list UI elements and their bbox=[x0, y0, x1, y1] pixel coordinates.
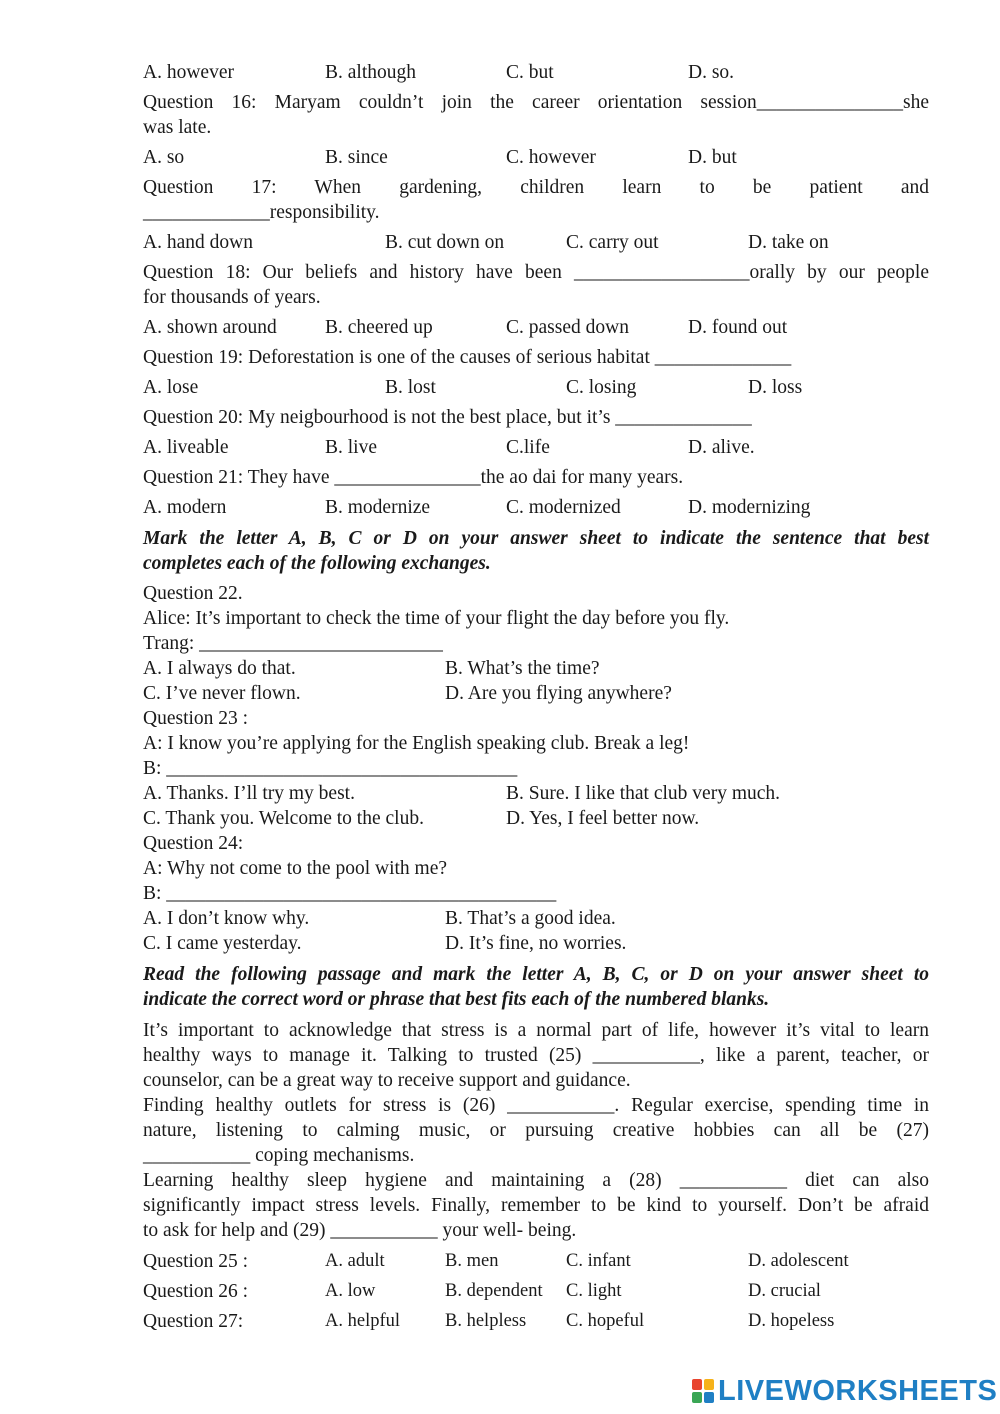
q17-option-c[interactable]: C. carry out bbox=[566, 232, 659, 253]
q20-option-a[interactable]: A. liveable bbox=[143, 437, 229, 458]
q18-option-a[interactable]: A. shown around bbox=[143, 317, 277, 338]
q27-option-d[interactable]: D. hopeless bbox=[748, 1311, 835, 1331]
passage-line: counselor, can be a great way to receive support and guidance. bbox=[143, 1070, 631, 1091]
instruction-passage: Read the following passage and mark the letter A, B, C, or D on your answer sheet to bbox=[143, 964, 929, 985]
q20-question: Question 20: My neigbourhood is not the best place, but it’s ______________ bbox=[143, 407, 752, 428]
q24-option-a[interactable]: A. I don’t know why. bbox=[143, 908, 310, 929]
q25-option-b[interactable]: B. men bbox=[445, 1251, 499, 1271]
q18-option-c[interactable]: C. passed down bbox=[506, 317, 629, 338]
q15-option-b[interactable]: B. although bbox=[325, 62, 416, 83]
q24-label: Question 24: bbox=[143, 833, 244, 854]
q22-option-d[interactable]: D. Are you flying anywhere? bbox=[445, 683, 672, 704]
q22-option-a[interactable]: A. I always do that. bbox=[143, 658, 296, 679]
instruction-exchanges-cont: completes each of the following exchanges. bbox=[143, 553, 491, 574]
q18-option-d[interactable]: D. found out bbox=[688, 317, 788, 338]
q26-option-a[interactable]: A. low bbox=[325, 1281, 376, 1301]
q16-option-a[interactable]: A. so bbox=[143, 147, 185, 168]
q21-option-d[interactable]: D. modernizing bbox=[688, 497, 811, 518]
liveworksheets-logo-text: LIVEWORKSHEETS bbox=[718, 1374, 998, 1407]
passage-line: It’s important to acknowledge that stress is a normal part of life, however it’s vital to learn bbox=[143, 1020, 929, 1041]
q21-question: Question 21: They have _______________the ao dai for many years. bbox=[143, 467, 684, 488]
q16-question: Question 16: Maryam couldn’t join the career orientation session_______________she bbox=[143, 92, 929, 113]
q25-option-d[interactable]: D. adolescent bbox=[748, 1251, 849, 1271]
q19-option-c[interactable]: C. losing bbox=[566, 377, 637, 398]
q20-option-d[interactable]: D. alive. bbox=[688, 437, 755, 458]
passage-line: healthy ways to manage it. Talking to trusted (25) ___________, like a parent, teacher, or bbox=[143, 1045, 929, 1066]
passage-line: to ask for help and (29) ___________ your well- being. bbox=[143, 1220, 577, 1241]
q16-question-cont: was late. bbox=[143, 117, 212, 138]
q22-option-b[interactable]: B. What’s the time? bbox=[445, 658, 600, 679]
q17-option-a[interactable]: A. hand down bbox=[143, 232, 253, 253]
q24-option-c[interactable]: C. I came yesterday. bbox=[143, 933, 302, 954]
q27-option-a[interactable]: A. helpful bbox=[325, 1311, 401, 1331]
q20-option-b[interactable]: B. live bbox=[325, 437, 377, 458]
q19-option-a[interactable]: A. lose bbox=[143, 377, 199, 398]
q23-label: Question 23 : bbox=[143, 708, 249, 729]
q26-label: Question 26 : bbox=[143, 1281, 249, 1302]
q21-option-b[interactable]: B. modernize bbox=[325, 497, 431, 518]
q19-option-b[interactable]: B. lost bbox=[385, 377, 436, 398]
q26-option-c[interactable]: C. light bbox=[566, 1281, 622, 1301]
q27-label: Question 27: bbox=[143, 1311, 244, 1332]
q23-reply-blank: B: ____________________________________ bbox=[143, 758, 518, 779]
q19-option-d[interactable]: D. loss bbox=[748, 377, 803, 398]
passage-line: nature, listening to calming music, or pursuing creative hobbies can all be (27) bbox=[143, 1120, 929, 1141]
q25-label: Question 25 : bbox=[143, 1251, 249, 1272]
q24-option-d[interactable]: D. It’s fine, no worries. bbox=[445, 933, 627, 954]
q15-option-d[interactable]: D. so. bbox=[688, 62, 735, 83]
q22-label: Question 22. bbox=[143, 583, 243, 604]
q23-option-d[interactable]: D. Yes, I feel better now. bbox=[506, 808, 700, 829]
q25-option-c[interactable]: C. infant bbox=[566, 1251, 631, 1271]
q17-question-cont: _____________responsibility. bbox=[143, 202, 380, 223]
q15-option-a[interactable]: A. however bbox=[143, 62, 234, 83]
q17-question: Question 17: When gardening, children learn to be patient and bbox=[143, 177, 929, 198]
q24-prompt: A: Why not come to the pool with me? bbox=[143, 858, 448, 879]
logo-mark-square bbox=[704, 1392, 714, 1403]
liveworksheets-mark-icon bbox=[692, 1379, 714, 1403]
q18-question-cont: for thousands of years. bbox=[143, 287, 321, 308]
q27-option-b[interactable]: B. helpless bbox=[445, 1311, 527, 1331]
logo-mark-square bbox=[692, 1392, 702, 1403]
q26-option-b[interactable]: B. dependent bbox=[445, 1281, 543, 1301]
passage-line: significantly impact stress levels. Finally, remember to be kind to yourself. Don’t be afraid bbox=[143, 1195, 929, 1216]
passage-line: Learning healthy sleep hygiene and maintaining a (28) ___________ diet can also bbox=[143, 1170, 929, 1191]
q24-reply-blank: B: ________________________________________ bbox=[143, 883, 557, 904]
passage-line: Finding healthy outlets for stress is (26) ___________. Regular exercise, spending time in bbox=[143, 1095, 929, 1116]
q23-option-a[interactable]: A. Thanks. I’ll try my best. bbox=[143, 783, 355, 804]
instruction-passage-cont: indicate the correct word or phrase that best fits each of the numbered blanks. bbox=[143, 989, 770, 1010]
q16-option-b[interactable]: B. since bbox=[325, 147, 388, 168]
liveworksheets-logo[interactable] bbox=[692, 1376, 997, 1406]
logo-mark-square bbox=[692, 1379, 702, 1390]
q23-option-c[interactable]: C. Thank you. Welcome to the club. bbox=[143, 808, 424, 829]
passage-line: ___________ coping mechanisms. bbox=[143, 1145, 415, 1166]
q22-option-c[interactable]: C. I’ve never flown. bbox=[143, 683, 301, 704]
q27-option-c[interactable]: C. hopeful bbox=[566, 1311, 645, 1331]
q16-option-d[interactable]: D. but bbox=[688, 147, 737, 168]
q26-option-d[interactable]: D. crucial bbox=[748, 1281, 821, 1301]
q25-option-a[interactable]: A. adult bbox=[325, 1251, 385, 1271]
q18-option-b[interactable]: B. cheered up bbox=[325, 317, 433, 338]
q22-reply-blank: Trang: _________________________ bbox=[143, 633, 443, 654]
q21-option-a[interactable]: A. modern bbox=[143, 497, 227, 518]
q21-option-c[interactable]: C. modernized bbox=[506, 497, 621, 518]
q23-option-b[interactable]: B. Sure. I like that club very much. bbox=[506, 783, 781, 804]
q15-option-c[interactable]: C. but bbox=[506, 62, 554, 83]
q17-option-d[interactable]: D. take on bbox=[748, 232, 829, 253]
q17-option-b[interactable]: B. cut down on bbox=[385, 232, 505, 253]
q16-option-c[interactable]: C. however bbox=[506, 147, 596, 168]
q23-prompt: A: I know you’re applying for the English speaking club. Break a leg! bbox=[143, 733, 690, 754]
logo-mark-square bbox=[704, 1379, 714, 1390]
instruction-exchanges: Mark the letter A, B, C or D on your answer sheet to indicate the sentence that best bbox=[143, 528, 929, 549]
q22-prompt: Alice: It’s important to check the time of your flight the day before you fly. bbox=[143, 608, 730, 629]
q24-option-b[interactable]: B. That’s a good idea. bbox=[445, 908, 616, 929]
q20-option-c[interactable]: C.life bbox=[506, 437, 550, 458]
q19-question: Question 19: Deforestation is one of the causes of serious habitat ______________ bbox=[143, 347, 792, 368]
q18-question: Question 18: Our beliefs and history have been __________________orally by our people bbox=[143, 262, 929, 283]
